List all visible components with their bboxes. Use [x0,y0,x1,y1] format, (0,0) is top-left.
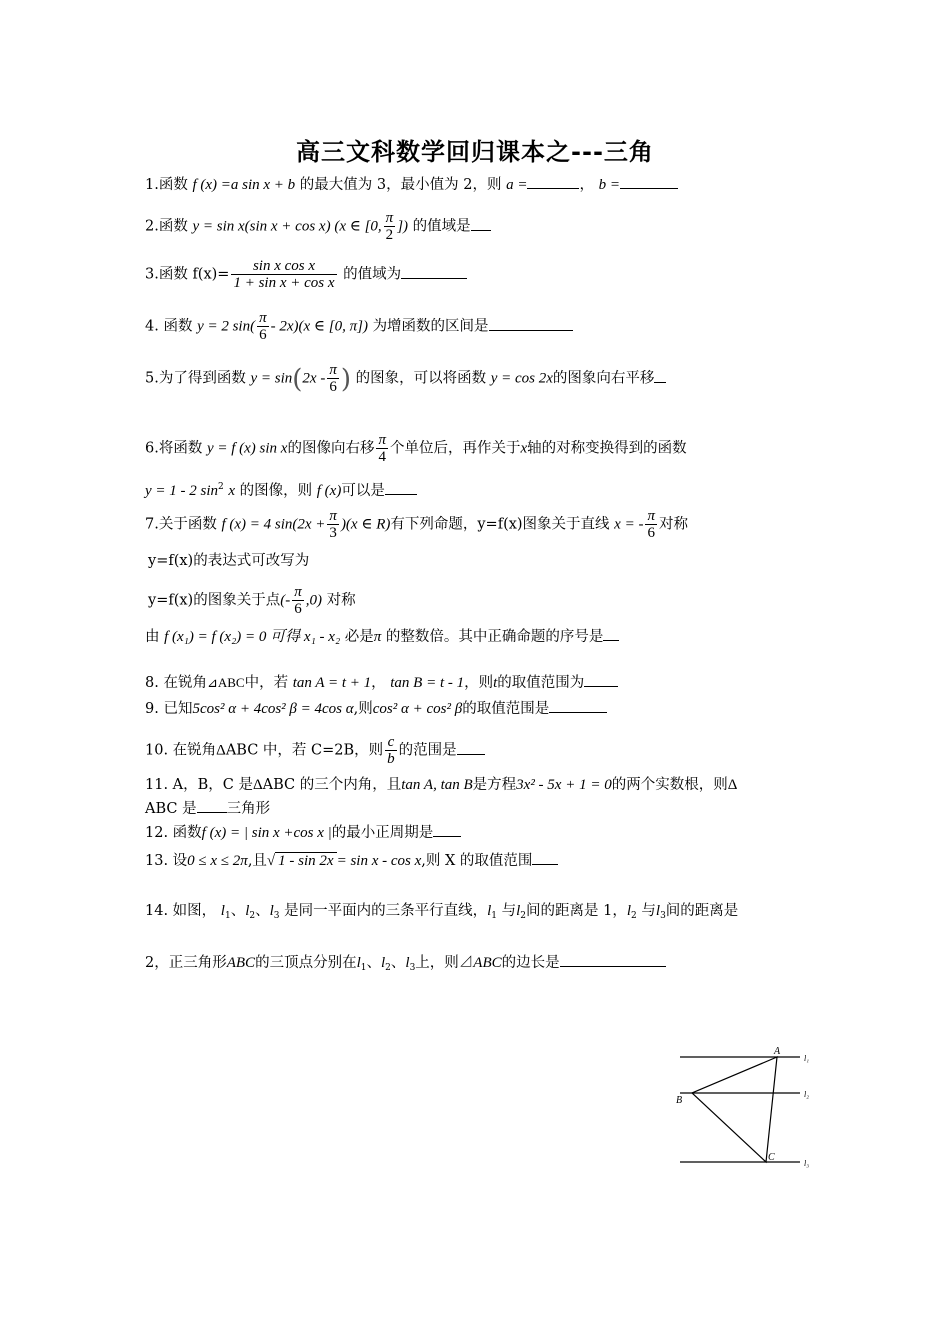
q6-line2-x: x [228,483,236,499]
q14-l1-b-sub: 1 [491,911,498,921]
q13-root-sign: √ [266,853,276,869]
q14-l2-b-sub: 2 [520,911,527,921]
q4-expression-2: - 2x)(x ∈ [0, π]) [270,318,368,335]
q13-expr-1: 0 ≤ x ≤ 2π [187,853,248,869]
q13-prefix: 13. 设 [145,853,188,869]
q8-blank[interactable] [584,672,618,687]
q10-post: 的范围是 [398,742,457,759]
q9-expr-1: 5cos² α + 4cos² β = 4cos α [192,701,354,717]
parallel-lines-triangle-figure [670,1040,820,1180]
q12-post: 的最小正周期是 [331,825,434,841]
q11-text-3: 的两个实数根，则 [611,777,728,793]
q9-text: ,则 [353,701,373,717]
q6-prefix: 6.将函数 [145,440,203,457]
q14-line2-post: 的边长是 [501,955,560,971]
q14-sep-1: 、 [230,903,246,919]
q14-l1-sub: 1 [224,911,231,921]
question-7-statement-4 [145,626,815,648]
q8-t: t [493,675,498,691]
q7-prefix: 7.关于函数 [145,516,217,533]
q1-separator: ， [579,177,594,193]
q3-frac-den: 1 + sin x + cos x [233,275,335,291]
q8-expr-2: tan B = t - 1 [390,675,465,691]
q2-expression: y = sin x(sin x + cos x) (x ∈ [0, [192,218,382,235]
q14-line2-sep-2: 、 [390,955,406,971]
q7-expression-2: )(x ∈ R) [340,516,391,533]
q9-post: 的取值范围是 [462,701,550,717]
q8-post: 的取值范围为 [497,675,585,691]
q6-blank[interactable] [385,480,417,495]
question-7 [145,508,815,541]
vertex-c-label: C [768,1152,775,1163]
q14-text-3: 间的距离是 [665,903,739,919]
triangle-abc [692,1057,777,1162]
q1-a-blank[interactable] [527,174,579,189]
q14-l2-sub: 2 [249,911,256,921]
q13-expr-2: = sin x - cos x [336,853,422,869]
vertex-b-label: B [676,1095,683,1106]
q14-l1-b: l [487,903,492,919]
question-7-statement-3 [148,584,818,617]
document-title: 高三文科数学回归课本之---三角 [296,138,654,166]
q7-post: 对称 [658,516,688,533]
q7-s3-frac-den: 6 [294,601,302,617]
question-14-line-2 [145,952,815,979]
q9-blank[interactable] [549,698,607,713]
q10-frac-num: c [385,734,397,751]
question-2 [145,210,815,243]
q10-blank[interactable] [457,740,485,755]
question-11 [145,774,815,796]
q1-b-label: b = [598,177,620,193]
q9-prefix: 9. 已知 [145,701,193,717]
q14-yu-1: 与 [501,903,517,919]
q6-frac-den: 4 [378,449,386,465]
q7-s4-expression: f (x₁) = f (x₂) = 0 可得 x₁ - x₂ [164,629,341,645]
q11-blank[interactable] [197,798,227,813]
q4-expression-1: y = 2 sin( [197,318,256,335]
q10-delta: Δ [216,742,226,759]
q10-text: ABC 中，若 C=2B，则 [225,742,384,759]
q5-fraction [327,362,339,395]
q14-l3-sub: 3 [273,911,280,921]
q6-expression: y = f (x) sin x [206,440,288,457]
q14-line2-l3-sub: 3 [409,963,416,973]
q14-line2-l1: l [356,955,361,971]
question-1 [145,174,815,196]
q14-line2-l3: l [405,955,410,971]
q14-line2-l2-sub: 2 [385,963,391,973]
vertex-a-label: A [774,1046,781,1057]
q7-xeq: x = - [614,516,644,533]
q7-frac2-num: π [647,508,655,524]
q6-x: x [520,440,528,457]
q7-s3-prefix: y=f(x)的图象关于点 [148,592,281,609]
q11-line2-text: ABC 是 [145,801,197,817]
q7-s4-post: 的整数倍。其中正确命题的序号是 [385,629,604,645]
q13-post: ,则 X 的取值范围 [421,853,533,869]
question-12 [145,822,815,844]
q4-frac-num: π [259,310,267,326]
q14-l2-b: l [516,903,521,919]
q7-s4-text: 必是 [344,629,374,645]
q14-line2-l1-sub: 1 [360,963,367,973]
q2-prefix: 2.函数 [145,218,188,235]
q8-expr-1: tan A = t + 1 [292,675,372,691]
q7-frac2-den: 6 [647,525,655,541]
q7-text: 有下列命题，y=f(x)图象关于直线 [390,516,610,533]
q11-post: 三角形 [226,801,271,817]
q14-yu-2: 与 [641,903,656,919]
q5-left-paren: ( [292,364,303,395]
q14-l2-c-sub: 2 [631,911,637,921]
q7-s3-expr-1: (- [280,592,291,609]
question-13 [145,850,815,872]
q6-text-1: 的图像向右移 [287,440,375,457]
q4-frac-den: 6 [259,327,267,343]
q14-l3-b: l [655,903,661,919]
q14-line2-prefix: 2，正三角形 [145,955,227,971]
q6-text-3: 轴的对称变换得到的函数 [527,440,687,457]
q3-frac-num: sin x cos x [231,258,336,275]
q9-expr-2: cos² α + cos² β [372,701,463,717]
question-7-statement-2 [148,550,818,572]
q1-prefix: 1.函数 [145,177,188,193]
question-3 [145,258,815,291]
q14-sep-2: 、 [255,903,270,919]
q1-text: 的最大值为 3，最小值为 2，则 [299,177,502,193]
q4-blank[interactable] [489,316,573,331]
q11-delta-2: Δ [727,777,738,793]
q5-prefix: 5.为了得到函数 [145,370,246,387]
q3-text: 的值域为 [343,266,402,283]
q12-blank[interactable] [433,822,461,837]
question-14 [145,900,815,927]
q7-frac-den: 3 [329,525,337,541]
q4-text: 为增函数的区间是 [372,318,489,335]
q14-abc-2: ABC [473,955,502,971]
question-11-line-2 [145,798,815,820]
q14-l1: l [220,903,225,919]
q11-prefix: 11. A，B，C 是 [145,777,253,793]
q7-fraction [327,508,339,541]
q5-frac-den: 6 [329,379,337,395]
q14-line2-text-2: 上，则⊿ [415,955,474,971]
q5-text: 的图象，可以将函数 [355,370,487,387]
q5-expression-y: y = sin [250,370,293,387]
q2-blank[interactable] [471,216,491,231]
q7-s3-frac-num: π [294,584,302,600]
question-4 [145,310,815,343]
q6-fx: f (x) [316,483,342,499]
q11-text-2: 是方程 [472,777,517,793]
q13-blank[interactable] [532,850,558,865]
q7-fraction-2 [645,508,657,541]
question-6 [145,432,815,465]
q2-frac-num: π [385,210,394,226]
q8-sep: ， [371,675,386,691]
q4-prefix: 4. 函数 [145,318,193,335]
q6-line2-text: 的图像，则 [239,483,313,499]
q14-blank[interactable] [560,952,666,967]
q6-sup: 2 [218,482,224,492]
q14-text-1: 是同一平面内的三条平行直线， [284,903,488,919]
q1-b-blank[interactable] [620,174,678,189]
q7-frac-num: π [329,508,337,524]
q14-prefix: 14. 如图， [145,903,217,919]
q14-line2-l2: l [380,955,386,971]
q7-expression-1: f (x) = 4 sin(2x + [221,516,326,533]
q11-expr-1: tan A, tan B [401,777,473,793]
q11-delta: Δ [253,777,263,793]
q14-text-2: 间的距离是 1， [526,903,627,919]
q7-s3-fraction [292,584,304,617]
question-9 [145,698,815,720]
q8-triangle: ⊿ABC [206,675,245,690]
q8-text-2: ，则 [464,675,494,691]
q12-expression: f (x) = | sin x +cos x | [201,825,332,841]
line-l1-label: l₁ [804,1054,810,1063]
q2-frac-den: 2 [385,227,394,243]
q14-line2-sep-1: 、 [366,955,381,971]
q6-post: 可以是 [341,483,385,499]
q11-expr-2: 3x² - 5x + 1 = 0 [516,777,612,793]
q1-a-label: a = [506,177,528,193]
q14-l3: l [269,903,274,919]
q5-expression-2: y = cos 2x [490,370,553,387]
question-10 [145,734,815,767]
q6-fraction [376,432,388,465]
q11-text-1: ABC 的三个内角，且 [262,777,402,793]
q5-text-2: 的图象向右平移 [552,370,655,387]
line-l3-label: l₃ [804,1159,810,1168]
q2-text: 的值域是 [412,218,471,235]
question-5 [145,362,815,395]
q1-expression: f (x) =a sin x + b [192,177,296,193]
q12-prefix: 12. 函数 [145,825,202,841]
q14-l2-c: l [626,903,632,919]
q7-statement-2-text: y=f(x)的表达式可改写为 [148,553,310,569]
q6-text-2: 个单位后，再作关于 [389,440,521,457]
q8-text-1: 中，若 [244,675,289,691]
q7-s4-prefix: 由 [145,629,160,645]
q7-s3-expr-2: ,0) [305,592,322,609]
q10-frac-den: b [387,751,395,767]
question-8 [145,672,815,694]
q13-root: 1 - sin 2x [275,852,336,869]
q7-s4-pi: π [373,629,382,645]
q8-prefix: 8. 在锐角 [145,675,207,691]
q14-line2-text: 的三顶点分别在 [255,955,357,971]
q5-inner: 2x - [302,370,326,387]
q13-text: ,且 [247,853,267,869]
q6-frac-num: π [378,432,386,448]
q5-blank[interactable] [654,368,666,383]
question-6-line-2 [145,476,815,502]
q14-abc: ABC [226,955,256,971]
q14-l3-b-sub: 3 [660,911,666,921]
q14-l2: l [245,903,250,919]
q2-close: ]) [397,218,409,235]
q7-s3-post: 对称 [326,592,356,609]
q4-fraction [257,310,269,343]
q3-fraction [231,258,336,291]
q7-blank[interactable] [603,626,619,641]
q5-right-paren: ) [340,364,351,395]
q10-prefix: 10. 在锐角 [145,742,217,759]
q10-fraction [385,734,397,767]
q6-line2-expression: y = 1 - 2 sin [145,483,219,499]
q3-prefix: 3.函数 f(x)= [145,266,230,283]
q2-fraction [384,210,396,243]
q3-blank[interactable] [401,264,467,279]
line-l2-label: l₂ [804,1090,810,1099]
q5-frac-num: π [329,362,337,378]
